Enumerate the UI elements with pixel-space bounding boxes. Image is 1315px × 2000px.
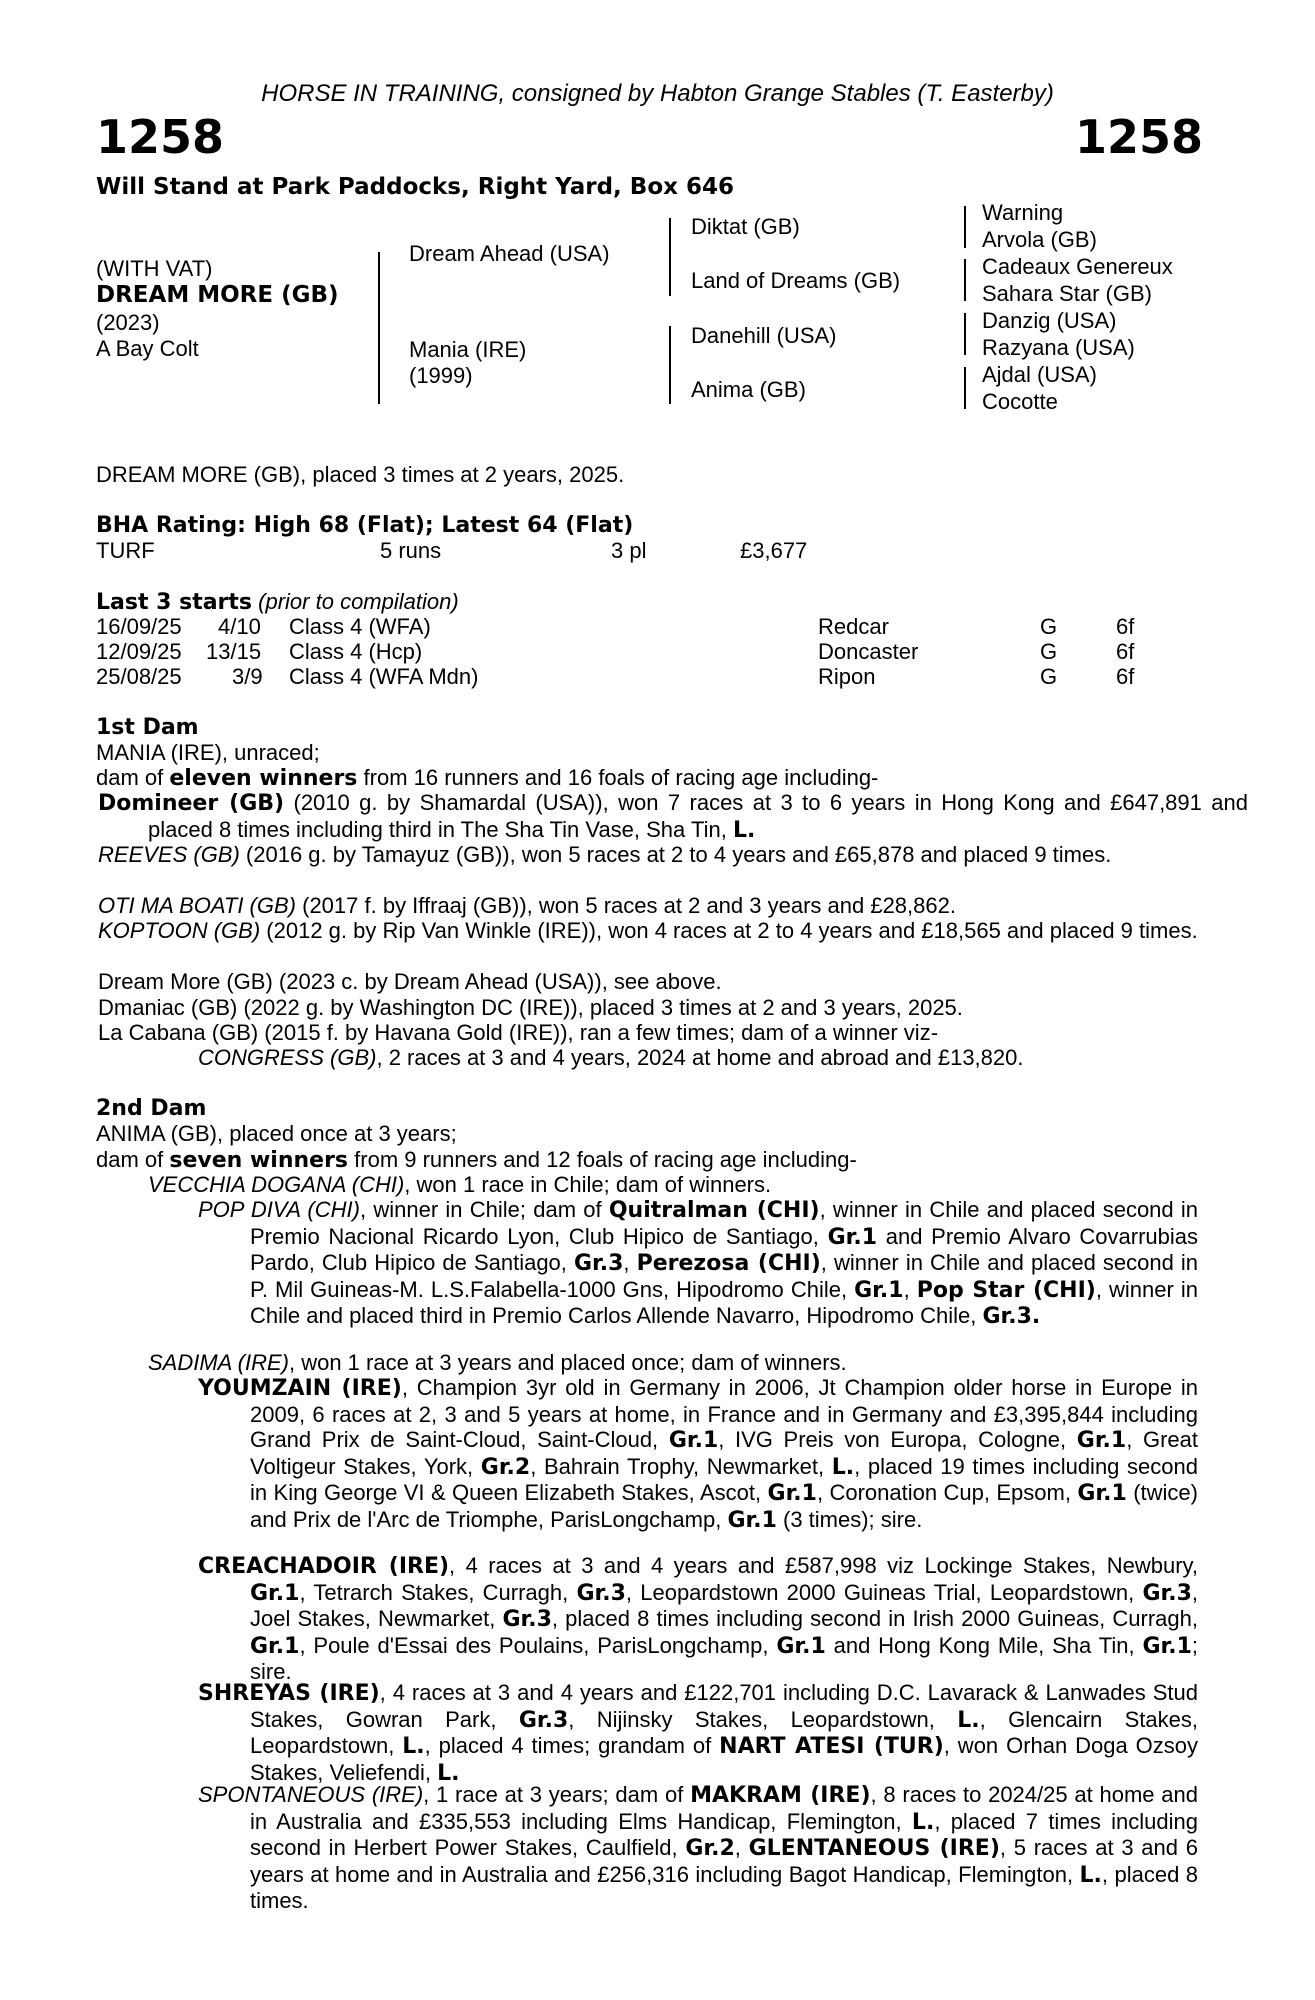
start-race: Class 4 (WFA) [289,614,431,639]
first-dam-intro: MANIA (IRE), unraced; [96,740,320,765]
grandproduce-entry: POP DIVA (CHI), winner in Chile; dam of Quitralman (CHI), winner in Chile and placed second in Premio Nacional Ricardo Lyon, Club Hipico de Santiago, Gr.1 and Premio Alvaro Covarrubias Pardo, Club Hipico de Santiago, Gr.3, Perezosa (CHI), winner in Chile and placed second in P. Mil Guineas-M. L.S.Falabella-1000 Gns, Hipodromo Chile, Gr.1, Pop Star (CHI), winner in Chile and placed third in Premio Carlos Allende Navarro, Hipodromo Chile, Gr.3. [198,1197,1199,1329]
text-span: dam of [96,765,170,790]
stand-location: Will Stand at Park Paddocks, Right Yard, Box 646 [96,174,734,200]
rating-earnings: £3,677 [740,538,808,563]
grandproduce-entry: SPONTANEOUS (IRE), 1 race at 3 years; dam of MAKRAM (IRE), 8 races to 2024/25 at home and in Australia and £335,553 including Elms Handicap, Flemington, L., placed 7 times including second in Herbert Power Stakes, Caulfield, Gr.2, GLENTANEOUS (IRE), 5 races at 3 and 6 years at home and in Australia and £256,316 including Bagot Handicap, Flemington, L., placed 8 times. [198,1782,1198,1913]
pedigree-brace-dam [669,326,671,404]
start-course: Redcar [818,614,889,639]
second-dam-heading: 2nd Dam [96,1096,207,1121]
produce-text: , 4 races at 3 and 4 years and £122,701 including D.C. Lavarack & Lanwades Stud Stakes, Gowran Park, [250,1680,1198,1732]
start-course: Ripon [818,664,876,689]
produce-name: SHREYAS (IRE) [198,1681,380,1706]
pedigree-g5: Danzig (USA) [982,308,1117,333]
produce-text: (twice) and Prix de l'Arc de Triomphe, ParisLongchamp, [250,1480,1198,1532]
produce-name: KOPTOON (GB) [98,918,261,943]
pedigree-g2: Arvola (GB) [982,227,1097,252]
produce-text: , placed 4 times; grandam of [424,1733,720,1758]
grade-badge: L. [402,1734,425,1759]
rating-runs: 5 runs [380,538,442,563]
pedigree-sire: Dream Ahead (USA) [409,241,610,266]
last-starts-note: (prior to compilation) [258,589,459,614]
produce-name: VECCHIA DOGANA (CHI) [148,1172,405,1197]
produce-text: and Hong Kong Mile, Sha Tin, [825,1632,1143,1658]
text-span: from 16 runners and 16 foals of racing age including- [357,765,879,790]
grade-badge: Gr.2 [685,1836,735,1861]
produce-name: YOUMZAIN (IRE) [198,1376,402,1401]
pedigree-g1: Warning [982,200,1064,225]
produce-text: , placed 8 times. [250,1861,1198,1913]
produce-text: , placed 8 times including second in Irish 2000 Guineas, Curragh, [551,1606,1198,1631]
grade-badge: L. [911,1809,935,1835]
produce-text: ; sire. [250,1632,1198,1684]
grade-badge: Gr.3 [518,1707,569,1733]
grade-badge: Gr.1 [854,1277,904,1303]
text-span: dam of [96,1147,170,1172]
horse-summary: DREAM MORE (GB), placed 3 times at 2 years, 2025. [96,462,625,487]
pedigree-brace-g4 [964,367,966,409]
pedigree-dam: Mania (IRE) [409,337,527,362]
grade-badge: Gr.3 [502,1607,552,1632]
grade-badge: L. [1079,1862,1102,1888]
produce-text: , Nijinsky Stakes, Leopardstown, [568,1706,958,1732]
produce-name: REEVES (GB) [98,842,240,867]
produce-name: POP DIVA (CHI) [198,1197,360,1222]
start-going: G [1040,614,1058,639]
start-date: 25/08/25 [96,664,182,689]
produce-text: , Glencairn Stakes, Leopardstown, [250,1706,1198,1758]
produce-name: NART ATESI (TUR) [719,1734,944,1759]
rating-placed: 3 pl [611,538,647,563]
start-date: 16/09/25 [96,614,182,639]
lot-number-left: 1258 [96,110,225,164]
produce-name: SPONTANEOUS (IRE) [198,1782,424,1807]
produce-text: , Tetrarch Stakes, Curragh, [299,1579,577,1605]
rating-surface: TURF [96,538,155,563]
pedigree-brace-sire [669,218,671,296]
produce-name: Domineer (GB) [98,791,285,816]
produce-text: , winner in Chile; dam of [359,1197,609,1222]
last-starts-title: Last 3 starts [96,590,253,615]
produce-text: , placed 19 times including second in King George VI & Queen Elizabeth Stakes, Ascot, [250,1453,1198,1505]
grade-badge: L. [732,817,756,843]
produce-name: SADIMA (IRE) [148,1350,289,1375]
grade-badge: Gr.3 [1142,1580,1192,1606]
lot-number-right: 1258 [1074,110,1203,164]
start-distance: 6f [1116,614,1135,639]
grade-badge: Gr.1 [250,1580,300,1606]
produce-text: , won Orhan Doga Ozsoy Stakes, Veliefendi, [250,1733,1198,1785]
pedigree-g3: Cadeaux Genereux [982,254,1173,279]
grandproduce-entry [198,1045,1024,1071]
produce-text: (2012 g. by Rip Van Winkle (IRE)), won 4 races at 2 to 4 years and £18,565 and placed 9 times. [260,918,1198,943]
grade-badge: L. [831,1454,855,1480]
grade-badge: Gr.1 [767,1481,817,1506]
produce-text: , winner in Chile and placed second in Premio Nacional Ricardo Lyon, Club Hipico de Santiago, [250,1197,1199,1249]
produce-name: MAKRAM (IRE) [690,1783,871,1808]
produce-text: , Champion 3yr old in Germany in 2006, Jt Champion older horse in Europe in 2009, 6 races at 2, 3 and 5 years at home, in France and in Germany and £3,395,844 including Grand Prix de Saint-Cloud, Saint-Cloud, [250,1375,1199,1452]
start-course: Doncaster [818,639,919,664]
produce-entry [98,918,1248,944]
produce-text: , Bahrain Trophy, Newmarket, [530,1453,832,1479]
grade-badge: Gr.1 [776,1633,826,1659]
pedigree-g8: Cocotte [982,389,1058,414]
text-span: from 9 runners and 12 foals of racing age including- [348,1147,857,1172]
grade-badge: Gr.1 [250,1633,300,1659]
start-race: Class 4 (Hcp) [289,639,423,664]
produce-entry [148,1350,847,1376]
produce-entry: Dmaniac (GB) (2022 g. by Washington DC (IRE)), placed 3 times at 2 and 3 years, 2025. [98,995,963,1020]
winners-count: eleven winners [169,766,358,791]
first-dam-produce-line [96,765,878,792]
start-distance: 6f [1116,664,1135,689]
produce-entry [98,893,1248,919]
produce-entry [98,842,1248,868]
horse-description: A Bay Colt [96,336,199,361]
produce-entry: La Cabana (GB) (2015 f. by Havana Gold (IRE)), ran a few times; dam of a winner viz- [98,1020,939,1045]
produce-text: , winner in Chile and placed third in Premio Carlos Allende Navarro, Hipodromo Chile, [250,1276,1198,1328]
pedigree-brace-main [378,252,380,404]
produce-text: , 5 races at 3 and 6 years at home and in Australia and £256,316 including Bagot Handicap, Flemington, [250,1835,1198,1887]
produce-text: , Coronation Cup, Epsom, [816,1480,1078,1505]
produce-text: , Leopardstown 2000 Guineas Trial, Leopardstown, [625,1579,1143,1605]
first-dam-heading: 1st Dam [96,715,199,740]
grade-badge: Gr.1 [1076,1428,1127,1453]
pedigree-dam-year: (1999) [409,363,473,388]
pedigree-brace-g3 [964,313,966,355]
produce-entry [98,790,1248,843]
produce-text: (2017 f. by Iffraaj (GB)), won 5 races at 2 and 3 years and £28,862. [296,893,956,918]
grade-badge: Gr.3 [573,1251,624,1276]
pedigree-sire-sire: Diktat (GB) [691,214,800,239]
pedigree-brace-g2 [964,259,966,301]
grade-badge: Gr.1 [1077,1481,1127,1506]
start-going: G [1040,639,1058,664]
produce-name: Pop Star (CHI) [916,1277,1096,1303]
pedigree-g4: Sahara Star (GB) [982,281,1152,306]
produce-name: GLENTANEOUS (IRE) [748,1836,1000,1861]
produce-text: , winner in Chile and placed second in P. Mil Guineas-M. L.S.Falabella-1000 Gns, Hipodromo Chile, [250,1250,1199,1302]
produce-name: CREACHADOIR (IRE) [198,1554,450,1579]
grade-badge: Gr.1 [727,1507,777,1533]
grade-badge: Gr.3 [576,1580,626,1606]
produce-text: , IVG Preis von Europa, Cologne, [718,1427,1077,1452]
pedigree-sire-dam: Land of Dreams (GB) [691,268,901,293]
produce-text: , won 1 race at 3 years and placed once; dam of winners. [288,1350,847,1375]
start-distance: 6f [1116,639,1135,664]
start-going: G [1040,664,1058,689]
produce-text: , placed 7 times including second in Herbert Power Stakes, Caulfield, [250,1808,1198,1860]
start-position: 13/15 [206,639,262,664]
grade-badge: Gr.1 [668,1428,719,1453]
pedigree-brace-g1 [964,206,966,248]
produce-name: OTI MA BOATI (GB) [98,893,296,918]
produce-text: , 4 races at 3 and 4 years and £587,998 viz Lockinge Stakes, Newbury, [449,1553,1198,1578]
produce-entry [148,1172,771,1198]
grade-badge: Gr.1 [827,1224,878,1250]
produce-text: , 8 races to 2024/25 at home and in Australia and £335,553 including Elms Handicap, Flemington, [250,1782,1198,1834]
winners-count: seven winners [169,1148,349,1173]
grade-badge: Gr.1 [1142,1633,1192,1659]
produce-name: Quitralman (CHI) [608,1198,820,1223]
start-race: Class 4 (WFA Mdn) [289,664,479,689]
horse-name: DREAM MORE (GB) [96,282,339,308]
produce-text: (2010 g. by Shamardal (USA)), won 7 races at 3 to 6 years in Hong Kong and £647,891 and placed 8 times including third in The Sha Tin Vase, Sha Tin, [148,790,1248,842]
produce-text: (3 times); sire. [776,1506,923,1532]
grade-badge: Gr.3. [982,1304,1041,1329]
produce-entry: Dream More (GB) (2023 c. by Dream Ahead (USA)), see above. [98,969,722,994]
produce-name: Perezosa (CHI) [636,1251,821,1276]
pedigree-dam-dam: Anima (GB) [691,377,806,402]
produce-text: , 1 race at 3 years; dam of [423,1782,691,1807]
grandproduce-entry [198,1375,1198,1533]
start-position: 3/9 [232,664,263,689]
produce-text: and Premio Alvaro Covarrubias Pardo, Club Hipico de Santiago, [250,1223,1199,1275]
last-starts-heading [96,589,459,616]
produce-text: , 2 races at 3 and 4 years, 2024 at home and abroad and £13,820. [376,1045,1024,1070]
produce-text: , Poule d'Essai des Poulains, ParisLongchamp, [299,1632,777,1658]
horse-year: (2023) [96,310,160,335]
grade-badge: Gr.2 [480,1454,531,1480]
grade-badge: L. [957,1707,980,1733]
start-date: 12/09/25 [96,639,182,664]
produce-text: (2016 g. by Tamayuz (GB)), won 5 races at 2 to 4 years and £65,878 and placed 9 times. [239,842,1112,867]
produce-text: , Great Voltigeur Stakes, York, [250,1427,1198,1479]
produce-text: , Joel Stakes, Newmarket, [250,1579,1198,1631]
grandproduce-entry [198,1553,1198,1685]
grade-badge: L. [437,1760,460,1786]
rating-title: BHA Rating: High 68 (Flat); Latest 64 (Flat) [96,513,634,538]
vat-note: (WITH VAT) [96,256,213,281]
consignment-line: HORSE IN TRAINING, consigned by Habton Grange Stables (T. Easterby) [261,80,1054,107]
grandproduce-entry [198,1680,1198,1786]
second-dam-intro: ANIMA (GB), placed once at 3 years; [96,1121,457,1146]
pedigree-g7: Ajdal (USA) [982,362,1097,387]
start-position: 4/10 [218,614,261,639]
pedigree-dam-sire: Danehill (USA) [691,323,837,348]
produce-text: , won 1 race in Chile; dam of winners. [404,1172,772,1197]
second-dam-produce-line [96,1147,857,1174]
produce-name: CONGRESS (GB) [198,1045,377,1070]
pedigree-g6: Razyana (USA) [982,335,1135,360]
